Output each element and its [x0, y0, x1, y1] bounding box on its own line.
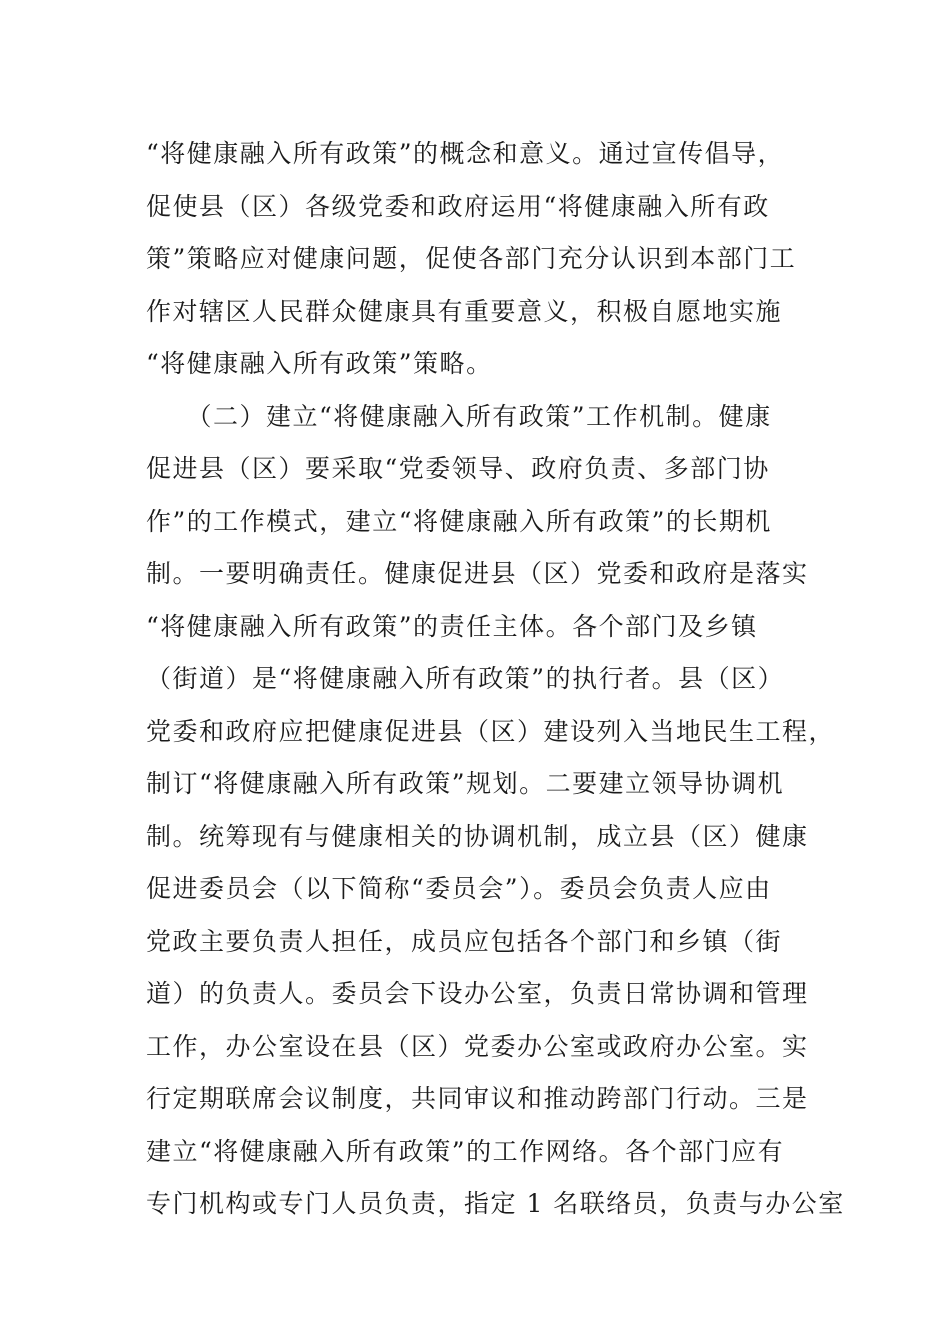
text-line-20: 建立“将健康融入所有政策”的工作网络。各个部门应有: [146, 1136, 785, 1166]
text-line-21: 专门机构或专门人员负责，指定 1 名联络员，负责与办公室: [146, 1189, 845, 1218]
text-line-8: 作”的工作模式，建立“将健康融入所有政策”的长期机: [146, 506, 772, 536]
text-line-5: “将健康融入所有政策”策略。: [146, 349, 493, 378]
text-line-7: 促进县（区）要采取“党委领导、政府负责、多部门协: [146, 454, 770, 483]
text-line-15: 促进委员会（以下简称“委员会”）。委员会负责人应由: [146, 874, 772, 903]
text-line-2: 促使县（区）各级党委和政府运用“将健康融入所有政: [146, 191, 770, 221]
text-line-12: 党委和政府应把健康促进县（区）建设列入当地民生工程，: [146, 716, 836, 746]
text-line-13: 制订“将健康融入所有政策”规划。二要建立领导协调机: [146, 769, 785, 798]
text-line-4: 作对辖区人民群众健康具有重要意义，积极自愿地实施: [146, 296, 783, 326]
text-line-1: “将健康融入所有政策”的概念和意义。通过宣传倡导，: [146, 139, 785, 168]
text-line-16: 党政主要负责人担任，成员应包括各个部门和乡镇（街: [146, 926, 783, 956]
text-line-10: “将健康融入所有政策”的责任主体。各个部门及乡镇: [146, 611, 758, 641]
text-line-9: 制。一要明确责任。健康促进县（区）党委和政府是落实: [146, 559, 809, 588]
text-line-11: （街道）是“将健康融入所有政策”的执行者。县（区）: [146, 664, 785, 693]
text-line-6: （二）建立“将健康融入所有政策”工作机制。健康: [146, 401, 772, 431]
text-line-19: 行定期联席会议制度，共同审议和推动跨部门行动。三是: [146, 1084, 809, 1113]
text-line-14: 制。统筹现有与健康相关的协调机制，成立县（区）健康: [146, 821, 809, 851]
body-text: [146, 128, 845, 1231]
text-line-17: 道）的负责人。委员会下设办公室，负责日常协调和管理: [146, 979, 809, 1008]
text-line-18: 工作，办公室设在县（区）党委办公室或政府办公室。实: [146, 1031, 809, 1061]
text-line-3: 策”策略应对健康问题，促使各部门充分认识到本部门工: [146, 244, 797, 273]
